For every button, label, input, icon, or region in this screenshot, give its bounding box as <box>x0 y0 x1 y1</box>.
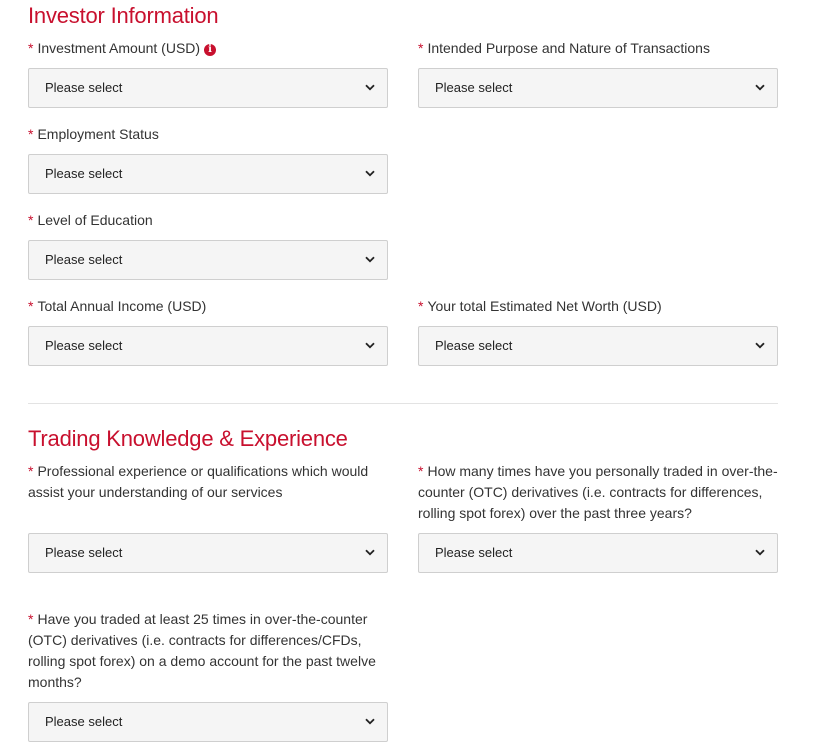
net-worth-label-text: Your total Estimated Net Worth (USD) <box>427 298 662 314</box>
select-value: Please select <box>45 252 123 267</box>
chevron-down-icon <box>365 718 375 725</box>
select-value: Please select <box>45 338 123 353</box>
required-marker: * <box>418 40 424 56</box>
required-marker: * <box>418 298 424 314</box>
demo-account-trading-select[interactable] <box>28 702 388 742</box>
investment-amount-label <box>28 38 216 59</box>
chevron-down-icon <box>365 342 375 349</box>
education-level-select[interactable] <box>28 240 388 280</box>
required-marker: * <box>28 40 34 56</box>
select-value: Please select <box>45 166 123 181</box>
otc-trade-frequency-select[interactable] <box>418 533 778 573</box>
chevron-down-icon <box>755 342 765 349</box>
required-marker: * <box>28 298 34 314</box>
employment-status-label <box>28 124 159 145</box>
chevron-down-icon <box>365 549 375 556</box>
chevron-down-icon <box>755 549 765 556</box>
professional-experience-select[interactable] <box>28 533 388 573</box>
section-title-trading-knowledge: Trading Knowledge & Experience <box>28 426 348 451</box>
otc-trade-frequency-label-text: How many times have you personally traded in over-the-counter (OTC) derivatives (i.e. contracts for differences, rolling spot forex) over the past three years? <box>418 463 778 521</box>
education-level-label <box>28 210 153 231</box>
professional-experience-label <box>28 461 388 503</box>
required-marker: * <box>28 463 34 479</box>
info-icon[interactable]: i <box>204 44 216 56</box>
required-marker: * <box>28 611 34 627</box>
otc-trade-frequency-label <box>418 461 780 524</box>
select-value: Please select <box>45 80 123 95</box>
net-worth-label <box>418 296 662 317</box>
chevron-down-icon <box>365 84 375 91</box>
investment-amount-label-text: Investment Amount (USD) <box>37 40 201 56</box>
chevron-down-icon <box>365 170 375 177</box>
purpose-label <box>418 38 710 59</box>
required-marker: * <box>28 126 34 142</box>
education-level-label-text: Level of Education <box>37 212 153 228</box>
annual-income-label-text: Total Annual Income (USD) <box>37 298 207 314</box>
purpose-label-text: Intended Purpose and Nature of Transactions <box>427 40 710 56</box>
demo-account-trading-label-text: Have you traded at least 25 times in over-the-counter (OTC) derivatives (i.e. contracts for differences/CFDs, rolling spot forex) on a demo account for the past twelve months? <box>28 611 376 690</box>
net-worth-select[interactable] <box>418 326 778 366</box>
investment-amount-select[interactable] <box>28 68 388 108</box>
select-value: Please select <box>45 714 123 729</box>
select-value: Please select <box>45 545 123 560</box>
annual-income-label <box>28 296 206 317</box>
required-marker: * <box>28 212 34 228</box>
select-value: Please select <box>435 545 513 560</box>
employment-status-label-text: Employment Status <box>37 126 159 142</box>
select-value: Please select <box>435 338 513 353</box>
professional-experience-label-text: Professional experience or qualifications which would assist your understanding of our services <box>28 463 369 500</box>
required-marker: * <box>418 463 424 479</box>
demo-account-trading-label <box>28 609 390 693</box>
section-title-investor-information: Investor Information <box>28 3 219 28</box>
employment-status-select[interactable] <box>28 154 388 194</box>
chevron-down-icon <box>365 256 375 263</box>
annual-income-select[interactable] <box>28 326 388 366</box>
select-value: Please select <box>435 80 513 95</box>
chevron-down-icon <box>755 84 765 91</box>
purpose-select[interactable] <box>418 68 778 108</box>
section-divider <box>28 403 778 404</box>
